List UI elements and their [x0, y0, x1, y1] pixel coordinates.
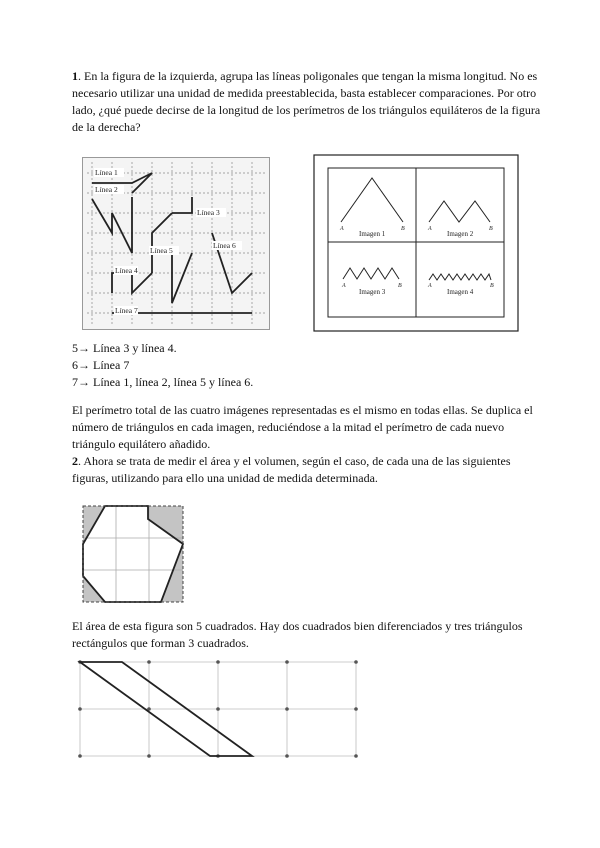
line-3-label: Línea 3 [197, 208, 220, 217]
image-4-point-a: A [428, 283, 432, 289]
question-2-number: 2 [72, 454, 78, 468]
paragraph-perimeter [72, 402, 542, 453]
answer-6: 6→ Línea 7 [72, 358, 130, 372]
line-5-label: Línea 5 [150, 246, 173, 255]
image-2-point-b: B [489, 226, 493, 232]
area-figure [80, 503, 186, 605]
image-2-point-a: A [428, 226, 432, 232]
parallelogram-figure [72, 656, 362, 764]
question-1-number: 1 [72, 69, 78, 83]
line-1-label: Línea 1 [95, 168, 118, 177]
question-1-text: . En la figura de la izquierda, agrupa las líneas poligonales que tengan la misma longitud. No es necesario utilizar una unidad de medida preestablecida, basta establecer comparaciones. Por otro lado, ¿qué puede decirse de la longitud de los perímetros de los triángulos equiláteros de la figura de la derecha? [72, 69, 541, 134]
line-4-label: Línea 4 [115, 266, 138, 275]
image-3-point-a: A [342, 283, 346, 289]
line-2-label: Línea 2 [95, 185, 118, 194]
line-7-label: Línea 7 [115, 306, 138, 315]
image-1-caption: Imagen 1 [359, 230, 386, 238]
question-1 [72, 68, 542, 136]
polygonal-lines-figure [82, 157, 270, 330]
image-3-caption: Imagen 3 [359, 288, 386, 296]
image-4-point-b: B [490, 283, 494, 289]
image-3-point-b: B [398, 283, 402, 289]
question-2 [72, 453, 542, 487]
paragraph-perimeter-text: El perímetro total de las cuatro imágenes representadas es el mismo en todas ellas. Se duplica el número de triángulos en cada imagen, reduciéndose a la mitad el perímetro de cada nuevo triángulo equilátero añadido. [72, 403, 533, 451]
answer-5: 5→ Línea 3 y línea 4. [72, 341, 177, 355]
image-4-caption: Imagen 4 [447, 288, 474, 296]
image-2-caption: Imagen 2 [447, 230, 474, 238]
question-2-text: . Ahora se trata de medir el área y el volumen, según el caso, de cada una de las siguientes figuras, utilizando para ello una unidad de medida determinada. [72, 454, 511, 485]
paragraph-area-text: El área de esta figura son 5 cuadrados. Hay dos cuadrados bien diferenciados y tres triángulos rectángulos que forman 3 cuadrados. [72, 619, 523, 650]
answer-7: 7→ Línea 1, línea 2, línea 5 y línea 6. [72, 375, 254, 389]
image-1-point-b: B [401, 226, 405, 232]
line-6-label: Línea 6 [213, 241, 236, 250]
answers [72, 340, 542, 391]
triangles-figure [313, 154, 519, 332]
image-1-point-a: A [340, 226, 344, 232]
paragraph-area [72, 618, 542, 652]
